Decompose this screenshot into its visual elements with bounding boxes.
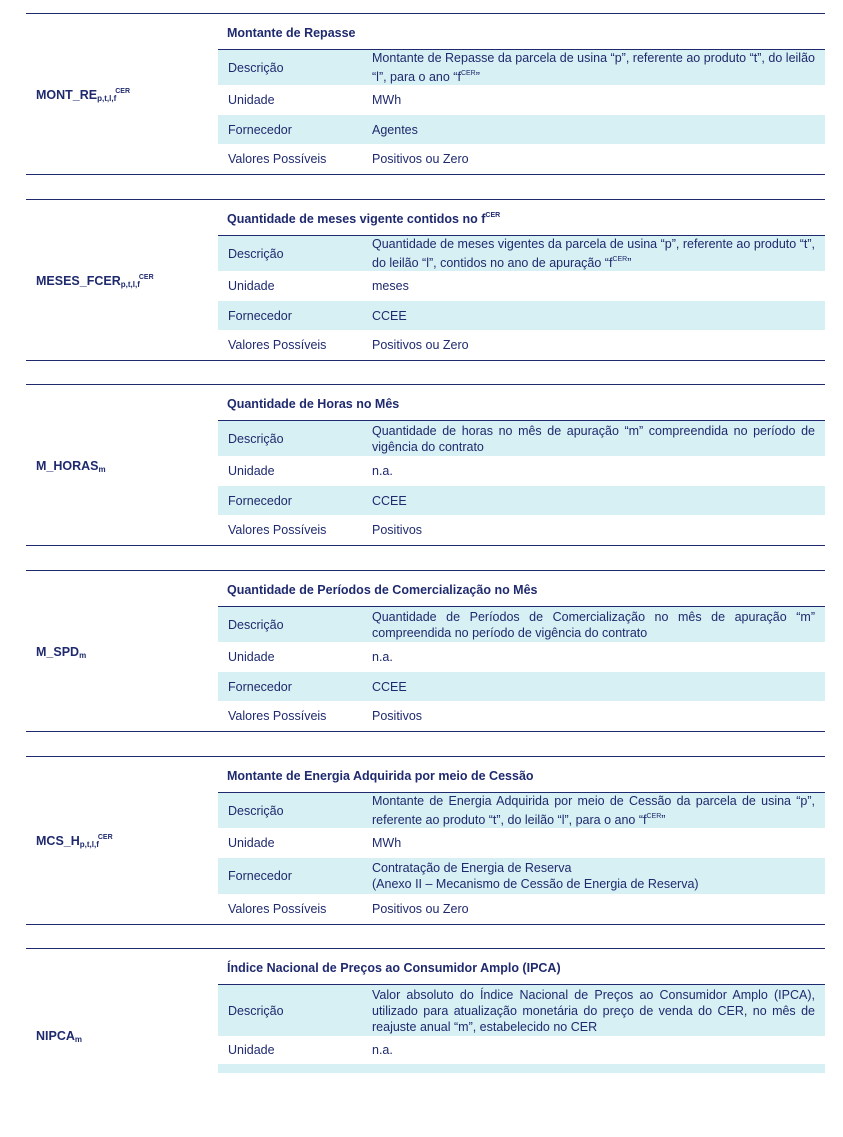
variable-block-m-horas (26, 384, 825, 546)
label-descricao: Descrição (228, 617, 284, 632)
row-fornecedor (218, 301, 825, 330)
variable-title: Quantidade de meses vigente contidos no $f^{CER}$ (227, 212, 501, 226)
value-unidade: n.a. (372, 1043, 393, 1057)
value-fornecedor: CCEE (372, 308, 407, 323)
variable-table (218, 984, 825, 1073)
label-descricao: Descrição (228, 1003, 284, 1018)
value-descricao: Montante de Repasse da parcela de usina “p”, referente ao produto “t”, do leilão “l”, para o ano “$f^{CER}$” (372, 51, 815, 84)
row-fornecedor (218, 858, 825, 894)
variable-name: $M\_HORAS_m$ (36, 459, 106, 474)
label-unidade: Unidade (228, 650, 275, 664)
row-unidade (218, 828, 825, 858)
value-descricao: Quantidade de Períodos de Comercialização no mês de apuração “m” compreendida no período de vigência do contrato (372, 609, 815, 640)
value-fornecedor: CCEE (372, 679, 407, 694)
row-fornecedor-partial (218, 1064, 825, 1073)
row-valores (218, 144, 825, 174)
value-descricao: Montante de Energia Adquirida por meio de Cessão da parcela de usina “p”, referente ao produto “t”, do leilão “l”, para o ano “$f^{CER}$” (372, 794, 815, 827)
label-fornecedor: Fornecedor (228, 679, 292, 694)
row-descricao (218, 421, 825, 456)
value-valores: Positivos (372, 523, 423, 537)
value-fornecedor: CCEE (372, 493, 407, 508)
label-valores: Valores Possíveis (228, 902, 327, 916)
row-valores (218, 515, 825, 545)
variable-title: Montante de Repasse (227, 26, 356, 40)
variable-title: Montante de Energia Adquirida por meio de Cessão (227, 769, 534, 783)
row-valores (218, 894, 825, 924)
variable-table (218, 235, 825, 360)
variable-block-mcs-h (26, 756, 825, 925)
row-descricao (218, 793, 825, 828)
label-unidade: Unidade (228, 279, 275, 293)
row-fornecedor (218, 115, 825, 144)
value-valores: Positivos ou Zero (372, 902, 469, 916)
variable-block-meses-fcer (26, 199, 825, 361)
value-valores: Positivos ou Zero (372, 152, 469, 166)
variable-name: $MESES\_FCER_{p,t,l,f}^{CER}$ (36, 274, 154, 289)
label-valores: Valores Possíveis (228, 338, 327, 352)
label-unidade: Unidade (228, 1043, 275, 1057)
value-descricao: Quantidade de horas no mês de apuração “m” compreendida no período de vigência do contrato (372, 423, 815, 454)
variable-title: Índice Nacional de Preços ao Consumidor Amplo (IPCA) (227, 961, 561, 975)
value-unidade: meses (372, 279, 409, 293)
row-valores (218, 330, 825, 360)
variable-name: $MONT\_RE_{p,t,l,f}^{CER}$ (36, 88, 131, 103)
row-descricao (218, 607, 825, 642)
variable-block-nipca (26, 948, 825, 1079)
value-valores: Positivos (372, 709, 423, 723)
value-fornecedor: Contratação de Energia de Reserva (Anexo II – Mecanismo de Cessão de Energia de Reserva) (372, 861, 699, 891)
value-unidade: MWh (372, 836, 402, 850)
value-descricao: Quantidade de meses vigentes da parcela de usina “p”, referente ao produto “t”, do leilão “l”, contidos no ano de apuração “$f^{CER}$” (372, 237, 815, 270)
variable-block-mont-re (26, 13, 825, 175)
row-valores (218, 701, 825, 731)
label-unidade: Unidade (228, 93, 275, 107)
label-descricao: Descrição (228, 60, 284, 75)
row-unidade (218, 271, 825, 301)
value-unidade: MWh (372, 93, 402, 107)
variable-name: $MCS\_H_{p,t,l,f}^{CER}$ (36, 834, 113, 849)
label-unidade: Unidade (228, 464, 275, 478)
label-fornecedor: Fornecedor (228, 493, 292, 508)
label-valores: Valores Possíveis (228, 709, 327, 723)
value-valores: Positivos ou Zero (372, 338, 469, 352)
row-descricao (218, 236, 825, 271)
label-fornecedor: Fornecedor (228, 308, 292, 323)
variable-title: Quantidade de Horas no Mês (227, 397, 400, 411)
row-unidade (218, 456, 825, 486)
value-fornecedor: Agentes (372, 122, 418, 137)
label-fornecedor: Fornecedor (228, 869, 292, 883)
row-fornecedor (218, 672, 825, 701)
label-fornecedor: Fornecedor (228, 122, 292, 137)
row-descricao (218, 50, 825, 85)
variable-name: $M\_SPD_m$ (36, 645, 87, 660)
row-unidade (218, 85, 825, 115)
label-descricao: Descrição (228, 246, 284, 261)
variable-name: $NIPCA_m$ (36, 1029, 83, 1044)
variable-title: Quantidade de Períodos de Comercialização no Mês (227, 583, 538, 597)
value-unidade: n.a. (372, 464, 393, 478)
variable-table (218, 792, 825, 924)
label-descricao: Descrição (228, 431, 284, 446)
variable-block-m-spd (26, 570, 825, 732)
label-valores: Valores Possíveis (228, 523, 327, 537)
label-valores: Valores Possíveis (228, 152, 327, 166)
row-unidade (218, 642, 825, 672)
row-fornecedor (218, 486, 825, 515)
label-descricao: Descrição (228, 803, 284, 818)
value-unidade: n.a. (372, 650, 393, 664)
value-descricao: Valor absoluto do Índice Nacional de Preços ao Consumidor Amplo (IPCA), utilizado para atualização monetária do preço de venda do CER, no mês de reajuste anual “m”, estabelecido no CER (372, 987, 815, 1034)
label-unidade: Unidade (228, 836, 275, 850)
variable-table (218, 49, 825, 174)
variable-table (218, 606, 825, 731)
row-descricao (218, 985, 825, 1036)
row-unidade (218, 1036, 825, 1064)
variable-table (218, 420, 825, 545)
